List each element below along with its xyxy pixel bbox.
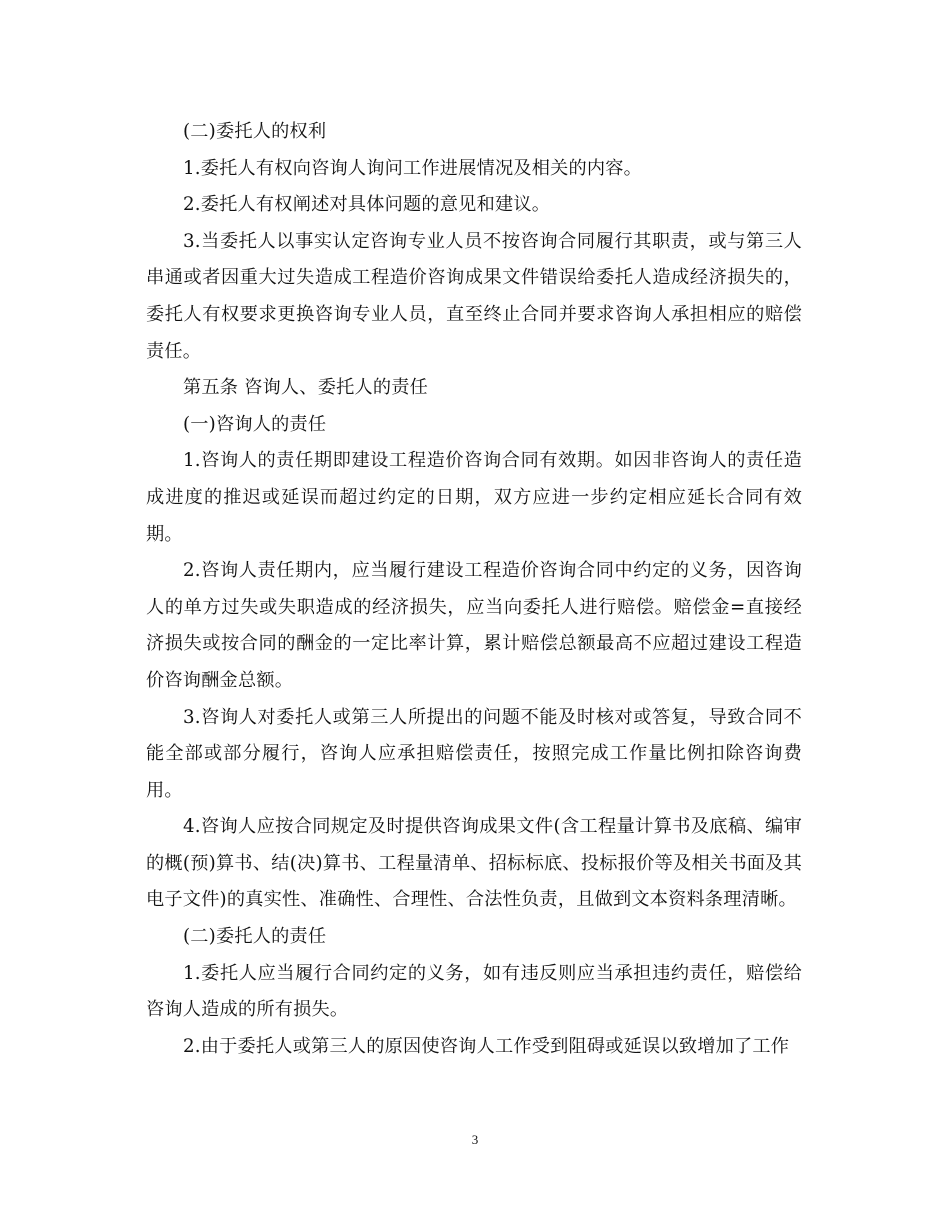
page-number: 3 xyxy=(471,1132,479,1147)
heading-client-rights: (二)委托人的权利 xyxy=(183,121,327,142)
paragraph-client-right-2: 2.委托人有权阐述对具体问题的意见和建议。 xyxy=(183,194,551,216)
paragraph-consultant-liability-3: 3.咨询人对委托人或第三人所提出的问题不能及时核对或答复，导致合同不能全部或部分履行，咨询人应承担赔偿责任，按照完成工作量比例扣除咨询费用。 xyxy=(146,706,802,801)
paragraph-client-right-3: 3.当委托人以事实认定咨询专业人员不按咨询合同履行其职责，或与第三人串通或者因重大过失造成工程造价咨询成果文件错误给委托人造成经济损失的，委托人有权要求更换咨询专业人员，直至终止合同并要求咨询人承担相应的赔偿责任。 xyxy=(146,230,802,362)
heading-client-liability: (二)委托人的责任 xyxy=(183,926,327,948)
document-body xyxy=(146,114,802,1065)
paragraph-consultant-liability-4: 4.咨询人应按合同规定及时提供咨询成果文件(含工程量计算书及底稿、编审的概(预)算书、结(决)算书、工程量清单、招标标底、投标报价等及相关书面及其电子文件)的真实性、准确性、合理性、合法性负责，且做到文本资料条理清晰。 xyxy=(146,816,802,911)
heading-consultant-liability: (一)咨询人的责任 xyxy=(183,413,327,435)
heading-article-five: 第五条 咨询人、委托人的责任 xyxy=(183,377,429,399)
paragraph-consultant-liability-2: 2.咨询人责任期内，应当履行建设工程造价咨询合同中约定的义务，因咨询人的单方过失或失职造成的经济损失，应当向委托人进行赔偿。赔偿金=直接经济损失或按合同的酬金的一定比率计算，累计赔偿总额最高不应超过建设工程造价咨询酬金总额。 xyxy=(146,560,802,691)
paragraph-consultant-liability-1: 1.咨询人的责任期即建设工程造价咨询合同有效期。如因非咨询人的责任造成进度的推迟或延误而超过约定的日期，双方应进一步约定相应延长合同有效期。 xyxy=(146,450,802,545)
paragraph-client-right-1: 1.委托人有权向咨询人询问工作进展情况及相关的内容。 xyxy=(183,157,643,179)
paragraph-client-liability-2: 2.由于委托人或第三人的原因使咨询人工作受到阻碍或延误以致增加了工作 xyxy=(183,1035,790,1057)
paragraph-client-liability-1: 1.委托人应当履行合同约定的义务，如有违反则应当承担违约责任，赔偿给咨询人造成的所有损失。 xyxy=(146,962,802,1021)
